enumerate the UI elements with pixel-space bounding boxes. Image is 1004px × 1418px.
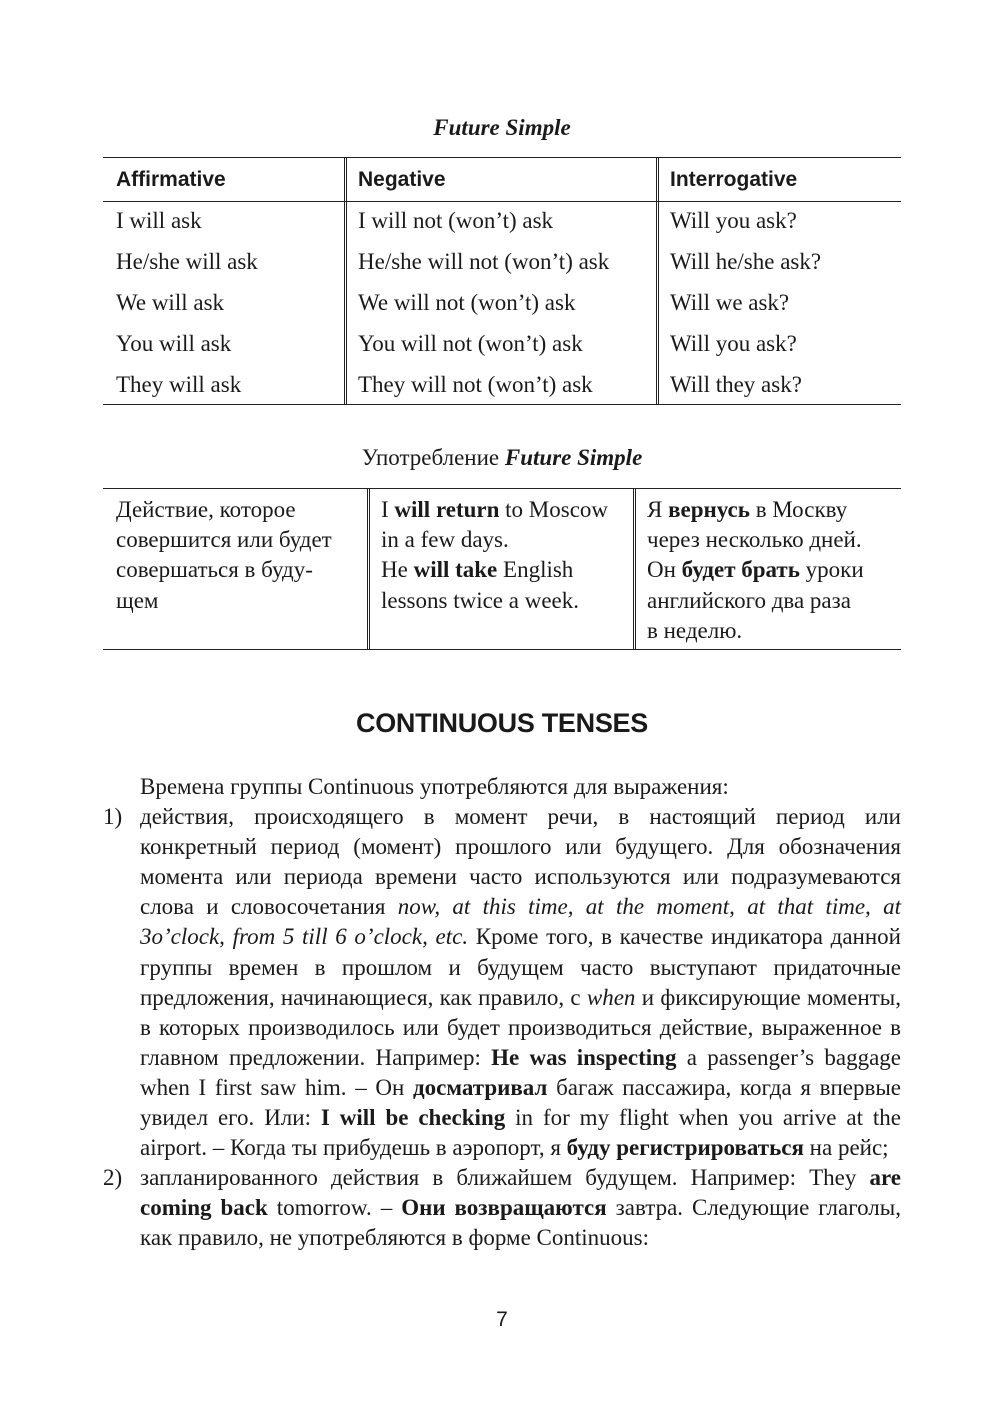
header-negative: Negative (358, 168, 446, 191)
list-item (103, 1163, 901, 1253)
table-header-row (103, 158, 901, 202)
section-heading: CONTINUOUS TENSES (356, 708, 648, 738)
table-row (103, 284, 901, 325)
list-item (103, 802, 901, 1163)
italic-run: when (586, 984, 636, 1010)
body-text (103, 772, 901, 1254)
table-body (103, 202, 901, 404)
usage-english-cell (381, 495, 629, 616)
text-run: He (381, 557, 414, 583)
list-number: 1) (103, 804, 123, 830)
text-run: запланированного действия в ближайшем будущем. Например: They (140, 1165, 870, 1191)
text-run: I (381, 497, 395, 522)
russian-example-line: через несколько дней. (647, 527, 862, 553)
bold-run: I will be checking (320, 1105, 506, 1131)
cell-interrogative: Will you ask? (670, 331, 797, 356)
cell-interrogative: Will you ask? (670, 208, 797, 233)
table1-caption-text: Future Simple (433, 115, 571, 140)
cell-negative: They will not (won’t) ask (358, 372, 593, 397)
description-line: совершаться в буду- (116, 557, 313, 583)
bold-verb: will take (413, 557, 498, 583)
cell-negative: You will not (won’t) ask (358, 331, 583, 356)
russian-example-line: в неделю. (647, 617, 743, 643)
cell-interrogative: Will they ask? (670, 372, 802, 397)
text-run: English (497, 557, 574, 583)
text-run: Я (647, 497, 669, 522)
russian-example-line (647, 495, 897, 525)
cell-affirmative: We will ask (116, 290, 225, 315)
text-run: to Moscow (499, 497, 609, 522)
table1-caption (0, 114, 1004, 142)
text-run: Кроме того, в качестве индикатора данной группы времен в прошлом и будущем часто выступают придаточные предложения, начинающиеся, как правило, с (140, 924, 901, 1010)
table2-caption-term: Future Simple (504, 445, 643, 470)
usage-description-cell (116, 495, 361, 616)
text-run: на рейс; (803, 1135, 889, 1161)
bold-run: досматривал (412, 1074, 548, 1100)
table2-caption (0, 444, 1004, 472)
column-divider (633, 489, 636, 649)
text-run: уроки (799, 557, 864, 583)
table-row (103, 243, 901, 284)
cell-negative: I will not (won’t) ask (358, 208, 554, 233)
bold-run: are coming back (140, 1165, 901, 1221)
cell-negative: He/she will not (won’t) ask (358, 249, 610, 274)
table-row (103, 366, 901, 407)
table-row (103, 325, 901, 366)
bold-verb: will return (394, 497, 500, 522)
future-simple-usage-table (103, 488, 901, 650)
description-line: совершится или будет (116, 527, 332, 553)
header-affirmative: Affirmative (116, 168, 226, 191)
russian-example-line: английского два раза (647, 587, 851, 613)
text-run: in for my flight when you arrive at the airport. – Когда ты прибудешь в аэропорт, я (140, 1105, 901, 1161)
cell-affirmative: You will ask (116, 331, 232, 356)
description-line: щем (116, 587, 159, 613)
english-example-line (381, 495, 629, 525)
text-run: багаж пассажира, когда я впервые увидел его. Или: (140, 1074, 901, 1131)
cell-affirmative: They will ask (116, 372, 242, 397)
text-run: a passenger’s baggage when I first saw him. – Он (140, 1044, 901, 1100)
text-run: и фиксирующие моменты, в которых производилось или будет производиться действие, выраженное в главном предложении. Например: (140, 984, 901, 1070)
page-number: 7 (496, 1308, 508, 1331)
text-run: Он (647, 557, 682, 583)
russian-example-line (647, 555, 897, 585)
intro-paragraph: Времена группы Continuous употребляются для выражения: (140, 774, 729, 799)
bold-run: буду регистрироваться (566, 1135, 804, 1161)
bold-run: Они возвращаются (401, 1195, 607, 1221)
header-interrogative: Interrogative (670, 168, 798, 191)
list-number: 2) (103, 1165, 123, 1191)
cell-interrogative: Will he/she ask? (670, 249, 822, 274)
text-run: действия, происходящего в момент речи, в настоящий период или конкретный период (момент) прошлого или будущего. Для обозначения момента или периода времени часто используются или подразумеваются слова и словосочетания (140, 804, 901, 920)
cell-affirmative: I will ask (116, 208, 202, 233)
future-simple-forms-table (103, 157, 901, 405)
cell-affirmative: He/she will ask (116, 249, 258, 274)
english-example-line: lessons twice a week. (381, 587, 579, 613)
english-example-line (381, 555, 629, 585)
text-run: в Москву (749, 497, 848, 522)
column-divider (367, 489, 370, 649)
description-line: Действие, которое (116, 497, 296, 522)
text-run: tomorrow. – (267, 1195, 402, 1221)
english-example-line: in a few days. (381, 527, 509, 553)
table-row (103, 202, 901, 243)
bold-verb: будет брать (681, 557, 800, 583)
bold-run: He was inspecting (491, 1044, 677, 1070)
text-run: завтра. Следующие глаголы, как правило, не употребляются в форме Continuous: (140, 1195, 901, 1251)
cell-interrogative: Will we ask? (670, 290, 790, 315)
cell-negative: We will not (won’t) ask (358, 290, 576, 315)
bold-verb: вернусь (668, 497, 750, 522)
usage-russian-cell (647, 495, 897, 646)
italic-run: now, at this time, at the moment, at that time, at 3o’clock, from 5 till 6 o’clock, etc. (140, 894, 901, 950)
table2-caption-prefix: Употребление (361, 445, 500, 470)
